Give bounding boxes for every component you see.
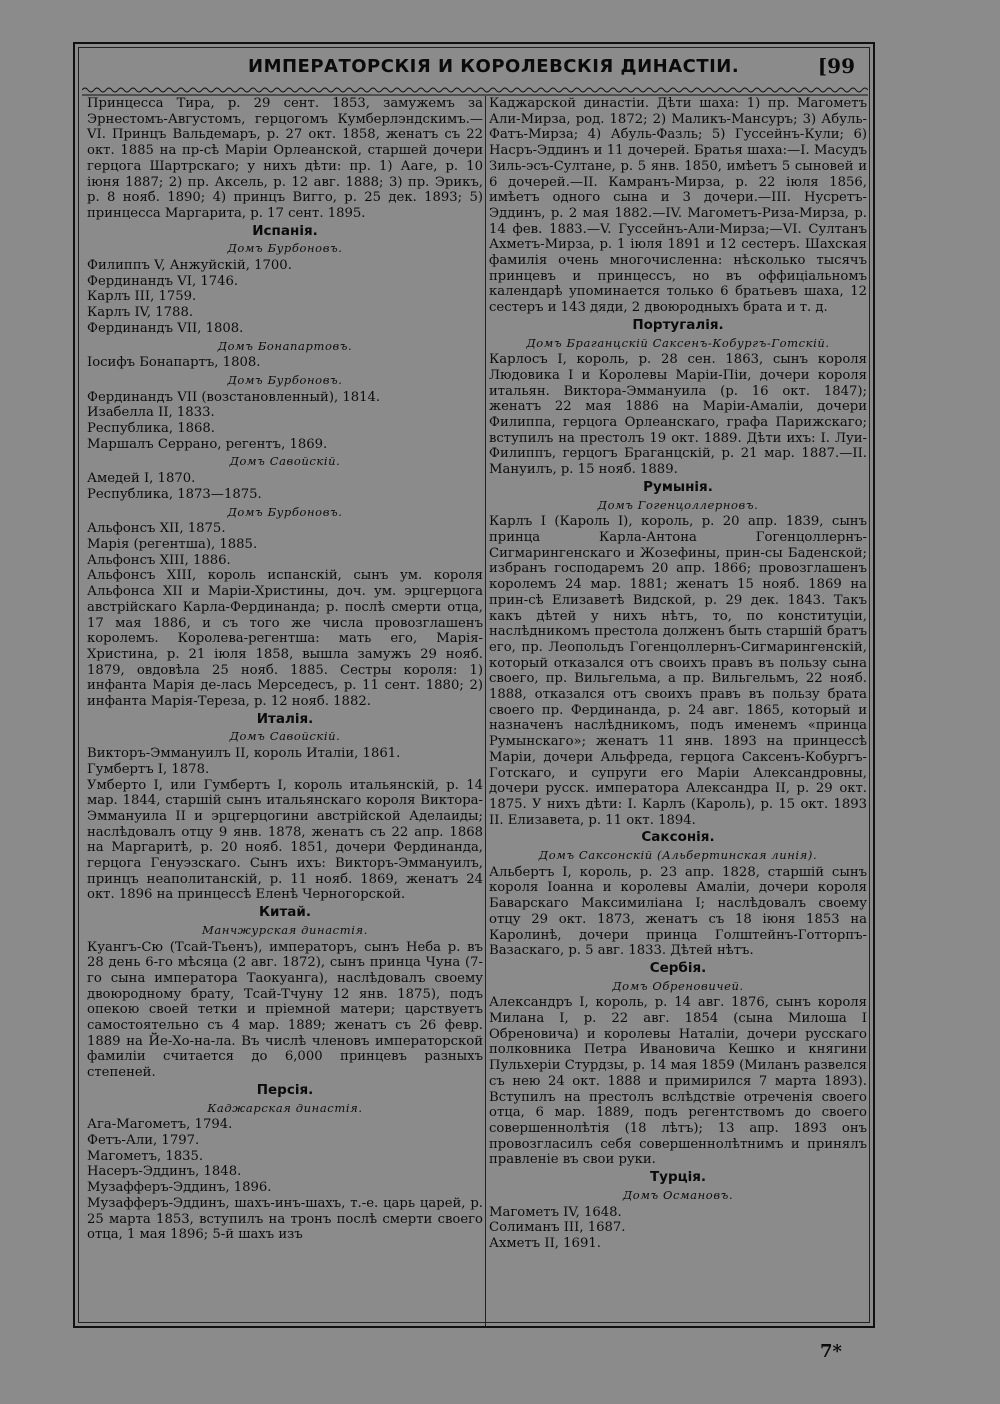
page-number: [99: [817, 54, 855, 78]
section-heading: Саксонія.: [641, 829, 715, 846]
section-heading: Португалія.: [632, 316, 724, 333]
ruler-list-item: Амедей I, 1870.: [87, 471, 196, 487]
ruler-list-item: Альфонсъ XII, 1875.: [87, 521, 226, 537]
text-paragraph: Александръ I, король, р. 14 авг. 1876, сынъ короля Милана I, р. 22 авг. 1854 (сына Милоша I Обреновича) и королевы Наталіи, дочери русскаго полковника Петра Ивановича Кешко и княгини Пульхеріи Стурдзы, р. 14 мая 1859 (Миланъ развелся съ нею 24 окт. 1888 и примирился 7 марта 1893). Вступилъ на престолъ вслѣдствіе отреченія своего отца, 6 мар. 1889, подъ регентствомъ до своего совершеннолѣтія (18 лѣтъ); 13 апр. 1893 онъ провозгласилъ себя совершеннолѣтнимъ и принялъ правленіе въ свои руки.: [489, 995, 867, 1168]
ruler-list-item: Изабелла II, 1833.: [87, 405, 215, 421]
dynasty-subheading: Домъ Савойскій.: [229, 729, 341, 744]
dynasty-subheading: Домъ Гогенцоллерновъ.: [597, 497, 759, 512]
section-heading: Италія.: [256, 710, 314, 727]
ruler-list-item: Фердинандъ VII (возстановленный), 1814.: [87, 389, 381, 405]
ruler-list-item: Музафферъ-Эддинъ, 1896.: [87, 1180, 272, 1196]
ruler-list-item: Магометъ, 1835.: [87, 1148, 204, 1164]
text-paragraph: Карлъ I (Кароль I), король, р. 20 апр. 1839, сынъ принца Карла-Антона Гогенцоллернъ-Сигмарингенскаго и Жозефины, прин-сы Баденской; избранъ господаремъ 20 апр. 1866; провозглашенъ королемъ 24 мар. 1881; женатъ 15 нояб. 1869 на прин-сѣ Елизаветѣ Видской, р. 29 дек. 1843. Такъ какъ дѣтей у нихъ нѣтъ, то, по конституціи, наслѣдникомъ престола долженъ быть старшій братъ его, пр. Леопольдъ Гогенцоллернъ-Сигмарингенскій, который отказался отъ своихъ правъ въ пользу сына своего, пр. Вильгельма, а пр. Вильгельмъ, 22 нояб. 1888, отказался отъ своихъ правъ въ пользу брата своего пр. Фердинанда, р. 24 авг. 1865, который и назначенъ наслѣдникомъ, подъ именемъ «принца Румынскаго»; женатъ 11 янв. 1893 на принцессѣ Маріи, дочери Альфреда, герцога Саксенъ-Кобургъ-Готскаго, и супруги его Маріи Александровны, дочери русск. императора Александра II, р. 29 окт. 1875. У нихъ дѣти: I. Карлъ (Кароль), р. 15 окт. 1893 II. Елизавета, р. 11 окт. 1894.: [489, 514, 867, 828]
text-paragraph: Умберто I, или Гумбертъ I, король итальянскій, р. 14 мар. 1844, старшій сынъ итальянскаго короля Виктора-Эммануила II и эрцгерцогини австрійской Аделаиды; наслѣдовалъ отцу 9 янв. 1878, женатъ съ 22 апр. 1868 на Маргаритѣ, р. 20 нояб. 1851, дочери Фердинанда, герцога Генуэзскаго. Сынъ ихъ: Викторъ-Эммануилъ, принцъ неаполитанскій, р. 11 нояб. 1869, женатъ 24 окт. 1896 на принцессѣ Еленѣ Черногорской.: [87, 777, 483, 903]
left-column: [87, 96, 483, 1243]
dynasty-subheading: Домъ Браганцскій Саксенъ-Кобургъ-Готскій.: [526, 335, 830, 350]
section-heading: Турція.: [649, 1169, 707, 1186]
ruler-list-item: Карлъ IV, 1788.: [87, 305, 194, 321]
ruler-list-item: Республика, 1868.: [87, 421, 215, 437]
ruler-list-item: Марія (регентша), 1885.: [87, 536, 258, 552]
ruler-list-item: Альфонсъ XIII, 1886.: [87, 552, 231, 568]
ruler-list-item: Гумбертъ I, 1878.: [87, 761, 210, 777]
ruler-list-item: Фердинандъ VI, 1746.: [87, 273, 239, 289]
section-heading: Сербія.: [649, 959, 707, 976]
decorative-wavy-rule: [82, 86, 868, 96]
section-heading: Румынія.: [643, 478, 713, 495]
page-header: [78, 54, 870, 88]
ruler-list-item: Ахметъ II, 1691.: [489, 1235, 601, 1251]
column-divider: [485, 96, 486, 1326]
running-title: ИМПЕРАТОРСКІЯ И КОРОЛЕВСКІЯ ДИНАСТІИ.: [248, 56, 740, 77]
ruler-list-item: Ага-Магометъ, 1794.: [87, 1117, 233, 1133]
text-paragraph: Карлосъ I, король, р. 28 сен. 1863, сынъ короля Людовика I и Королевы Маріи-Піи, дочери короля итальян. Виктора-Эммануила (р. 16 окт. 1847); женатъ 22 мая 1886 на Маріи-Амаліи, дочери Филиппа, герцога Орлеанскаго, графа Парижскаго; вступилъ на престолъ 19 окт. 1889. Дѣти ихъ: I. Луи-Филиппъ, герцогъ Браганцскій, р. 21 мар. 1887.—II. Мануилъ, р. 15 нояб. 1889.: [489, 352, 867, 478]
ruler-list-item: Фердинандъ VII, 1808.: [87, 320, 244, 336]
ruler-list-item: Солиманъ III, 1687.: [489, 1220, 626, 1236]
section-heading: Персія.: [256, 1081, 314, 1098]
text-paragraph: Альбертъ I, король, р. 23 апр. 1828, старшій сынъ короля Іоанна и королевы Амаліи, дочери короля Баварскаго Максимиліана I; наслѣдовалъ своему отцу 29 окт. 1873, женатъ съ 18 іюня 1853 на Каролинѣ, дочери принца Голштейнъ-Готторпъ-Вазаскаго, р. 5 авг. 1833. Дѣтей нѣтъ.: [489, 864, 867, 959]
ruler-list-item: Фетъ-Али, 1797.: [87, 1133, 200, 1148]
dynasty-subheading: Домъ Бонапартовъ.: [217, 338, 353, 353]
dynasty-subheading: Домъ Бурбоновъ.: [227, 241, 343, 256]
ruler-list-item: Викторъ-Эммануилъ II, король Италіи, 1861.: [87, 746, 401, 762]
dynasty-subheading: Домъ Савойскій.: [229, 454, 341, 469]
text-paragraph: Куангъ-Сю (Тсай-Тьенъ), императоръ, сынъ Неба р. въ 28 день 6-го мѣсяца (2 авг. 1872), сынъ принца Чуна (7-го сына императора Таокуанга), наслѣдовалъ своему двоюродному брату, Тсай-Тчуну 12 янв. 1875), подъ опекою своей тетки и пріемной матери; царствуетъ самостоятельно съ 4 мар. 1889; женатъ съ 26 февр. 1889 на Йе-Хо-на-ла. Въ числѣ членовъ императорской фамиліи считается до 6,000 принцевъ разныхъ степеней.: [87, 939, 483, 1081]
ruler-list-item: Насеръ-Эддинъ, 1848.: [87, 1164, 242, 1180]
text-paragraph: Музафферъ-Эддинъ, шахъ-инъ-шахъ, т.-е. царь царей, р. 25 марта 1853, вступилъ на тронъ послѣ смерти своего отца, 1 мая 1896; 5-й шахъ изъ: [87, 1195, 483, 1243]
dynasty-subheading: Домъ Османовъ.: [622, 1187, 734, 1202]
right-column: [489, 96, 867, 1252]
dynasty-subheading: Домъ Саксонскій (Альбертинская линія).: [538, 848, 818, 863]
section-heading: Испанія.: [252, 222, 318, 239]
signature-mark: 7*: [820, 1341, 842, 1362]
ruler-list-item: Филиппъ V, Анжуйскій, 1700.: [87, 258, 292, 274]
text-paragraph: Альфонсъ XIII, король испанскій, сынъ ум. короля Альфонса XII и Маріи-Христины, доч. ум. эрцгерцога австрійскаго Карла-Фердинанда; р. послѣ смерти отца, 17 мая 1886, и съ того же числа провозглашенъ королемъ. Королева-регентша: мать его, Марія-Христина, р. 21 іюля 1858, вышла замужъ 29 нояб. 1879, овдовѣла 25 нояб. 1885. Сестры короля: 1) инфанта Марія де-лась Мерседесъ, р. 11 сент. 1880; 2) инфанта Марія-Тереза, р. 12 нояб. 1882.: [87, 568, 483, 710]
dynasty-subheading: Домъ Бурбоновъ.: [227, 504, 343, 519]
text-paragraph: Принцесса Тира, р. 29 сент. 1853, замужемъ за Эрнестомъ-Августомъ, герцогомъ Кумберлэндскимъ.— VI. Принцъ Вальдемаръ, р. 27 окт. 1858, женатъ съ 22 окт. 1885 на пр-сѣ Маріи Орлеанской, старшей дочери герцога Шартрскаго; у нихъ дѣти: пр. 1) Ааге, р. 10 іюня 1887; 2) пр. Аксель, р. 12 авг. 1888; 3) пр. Эрикъ, р. 8 нояб. 1890; 4) принцъ Вигго, р. 25 дек. 1893; 5) принцесса Маргарита, р. 17 сент. 1895.: [87, 96, 483, 221]
ruler-list-item: Магометъ IV, 1648.: [489, 1204, 622, 1220]
dynasty-subheading: Каджарская династія.: [207, 1100, 363, 1115]
dynasty-subheading: Домъ Бурбоновъ.: [227, 372, 343, 387]
dynasty-subheading: Домъ Обреновичей.: [612, 978, 744, 993]
ruler-list-item: Республика, 1873—1875.: [87, 486, 262, 502]
ruler-list-item: Маршалъ Серрано, регентъ, 1869.: [87, 436, 328, 452]
ruler-list-item: Карлъ III, 1759.: [87, 289, 197, 305]
ruler-list-item: Іосифъ Бонапартъ, 1808.: [87, 355, 261, 371]
section-heading: Китай.: [258, 904, 312, 921]
dynasty-subheading: Манчжурская династія.: [202, 922, 368, 937]
text-paragraph: Каджарской династіи. Дѣти шаха: 1) пр. Магометъ Али-Мирза, род. 1872; 2) Маликъ-Мансуръ; 3) Абуль-Фатъ-Мирза; 4) Абуль-Фазль; 5) Гуссейнъ-Кули; 6) Насръ-Эддинъ и 11 дочерей. Братья шаха:—I. Масудъ Зиль-эсъ-Султане, р. 5 янв. 1850, имѣетъ 5 сыновей и 6 дочерей.—II. Камранъ-Мирза, р. 22 іюля 1856, имѣетъ одного сына и 3 дочери.—III. Нусретъ-Эддинъ, р. 2 мая 1882.—IV. Магометъ-Риза-Мирза, р. 14 фев. 1883.—V. Гуссейнъ-Али-Мирза;—VI. Султанъ Ахметъ-Мирза, р. 1 іюля 1891 и 12 сестеръ. Шахская фамилія очень многочисленна: нѣсколько тысячъ принцевъ и принцессъ, но въ оффиціальномъ календарѣ упоминается только 6 братьевъ шаха, 12 сестеръ и 143 дяди, 2 двоюродныхъ брата и т. д.: [489, 96, 867, 316]
